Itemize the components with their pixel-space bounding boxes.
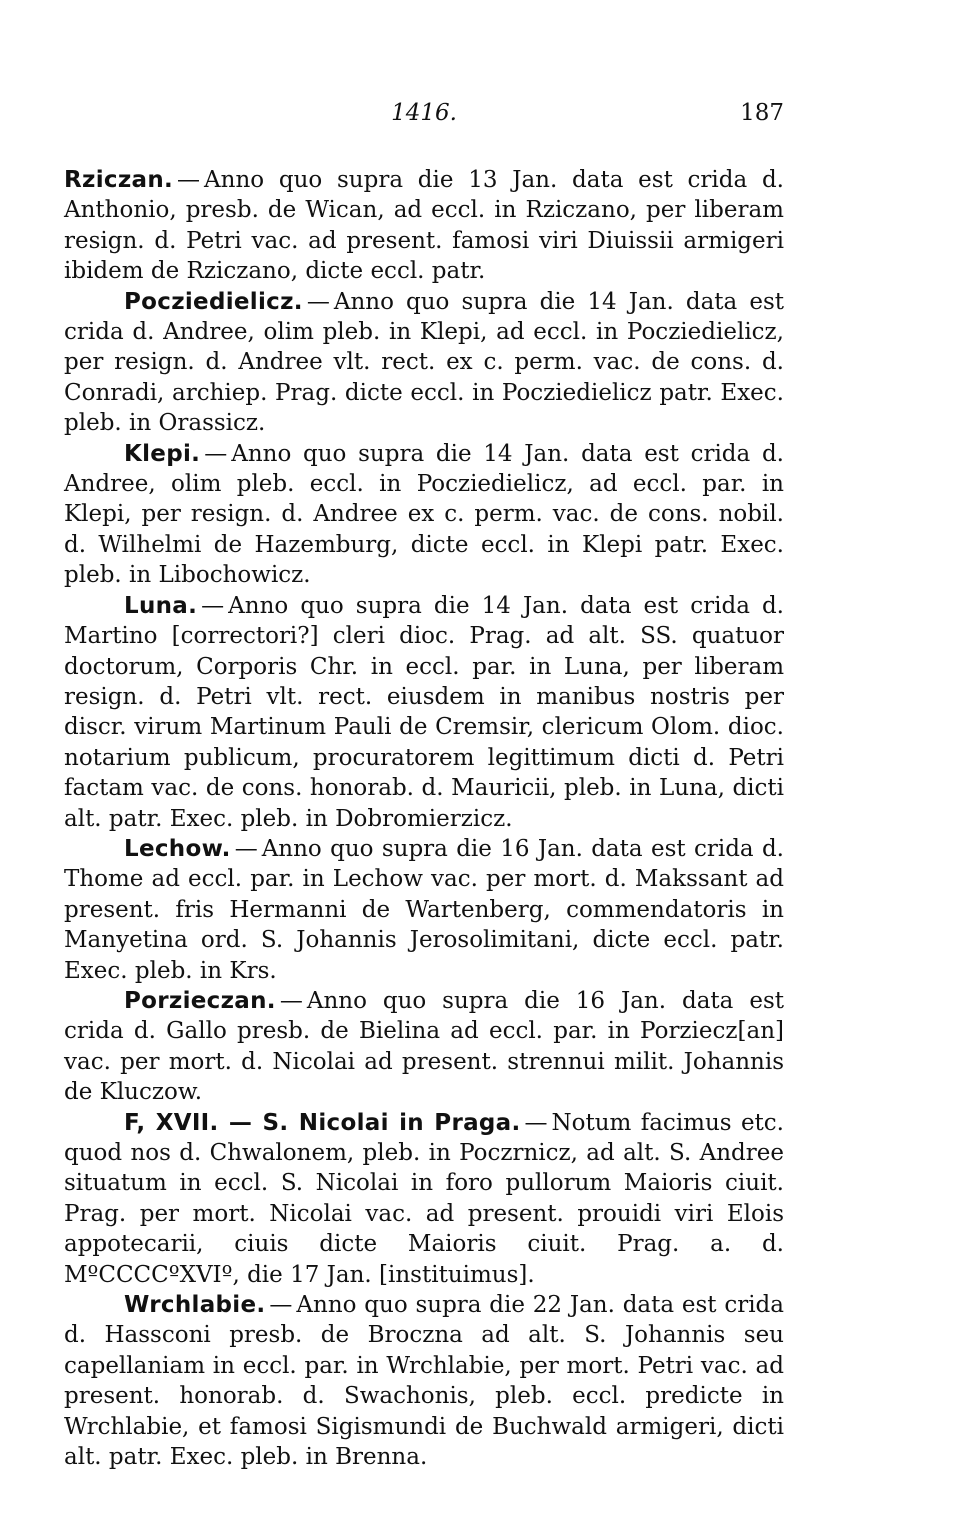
entry-heading: F, XVII. — S. Nicolai in Praga. <box>124 1109 521 1136</box>
entry-text: Anno quo supra die 13 Jan. data est crida d. Anthonio, presb. de Wican, ad eccl. in Rziczano, per liberam resign. d. Petri vac. ad present. famosi viri Diuissii armigeri ibidem de Rziczano, dicte eccl. patr. <box>64 167 784 285</box>
document-body <box>64 165 784 1472</box>
entry-dash: — <box>269 1292 293 1319</box>
entry-heading: Luna. <box>124 592 198 619</box>
entry-heading: Rziczan. <box>64 167 174 193</box>
entry-dash: — <box>234 835 258 862</box>
entry-heading: Wrchlabie. <box>124 1292 266 1319</box>
entry-heading: Porzieczan. <box>124 987 276 1014</box>
entry-wrchlabie <box>64 1290 784 1472</box>
entry-dash: — <box>177 167 201 193</box>
entry-dash: — <box>279 987 303 1014</box>
entry-lechow <box>64 834 784 986</box>
entry-klepi <box>64 439 784 591</box>
entry-s-nicolai-in-praga <box>64 1108 784 1290</box>
page-number: 187 <box>740 100 784 126</box>
entry-dash: — <box>204 440 228 467</box>
page-header <box>64 100 784 134</box>
entry-heading: Klepi. <box>124 440 201 467</box>
entry-porzieczan <box>64 986 784 1108</box>
entry-dash: — <box>201 592 225 619</box>
entry-dash: — <box>524 1109 548 1136</box>
entry-rziczan <box>64 165 784 287</box>
entry-heading: Lechow. <box>124 835 231 862</box>
entry-heading: Pocziedielicz. <box>124 288 303 315</box>
entry-text: Anno quo supra die 14 Jan. data est crida d. Martino [correctori?] cleri dioc. Prag. ad alt. SS. quatuor doctorum, Corporis Chr. in eccl. par. in Luna, per liberam resign. d. Petri vlt. rect. eiusdem in manibus nostris per discr. virum Martinum Pauli de Cremsir, clericum Olom. dioc. notarium publicum, procuratorem legittimum dicti d. Petri factam vac. de cons. honorab. d. Mauricii, pleb. in Luna, dicti alt. patr. Exec. pleb. in Dobromierzicz. <box>64 592 784 832</box>
running-head-year: 1416. <box>391 100 457 126</box>
entry-pocziedielicz <box>64 287 784 439</box>
entry-text: Anno quo supra die 16 Jan. data est crida d. Gallo presb. de Bielina ad eccl. par. in Porziecz[an] vac. per mort. d. Nicolai ad present. strennui milit. Johannis de Kluczow. <box>64 987 784 1106</box>
entry-luna <box>64 591 784 834</box>
entry-text: Anno quo supra die 22 Jan. data est crida d. Hassconi presb. de Broczna ad alt. S. Johannis seu capellaniam in eccl. par. in Wrchlabie, per mort. Petri vac. ad present. honorab. d. Swachonis, pleb. eccl. predicte in Wrchlabie, et famosi Sigismundi de Buchwald armigeri, dicti alt. patr. Exec. pleb. in Brenna. <box>64 1292 784 1471</box>
entry-dash: — <box>306 288 330 315</box>
entry-text: Anno quo supra die 14 Jan. data est crida d. Andree, olim pleb. in Klepi, ad eccl. in Pocziedielicz, per resign. d. Andree vlt. rect. ex c. perm. vac. de cons. d. Conradi, archiep. Prag. dicte eccl. in Pocziedielicz patr. Exec. pleb. in Orassicz. <box>64 288 784 437</box>
entry-text: Anno quo supra die 16 Jan. data est crida d. Thome ad eccl. par. in Lechow vac. per mort. d. Makssant ad present. fris Hermanni de Wartenberg, commendatoris in Manyetina ord. S. Johannis Jerosolimitani, dicte eccl. patr. Exec. pleb. in Krs. <box>64 835 784 984</box>
entry-text: Notum facimus etc. quod nos d. Chwalonem, pleb. in Poczrnicz, ad alt. S. Andree situatum in eccl. S. Nicolai in foro pullorum Maioris ciuit. Prag. per mort. Nicolai vac. ad present. prouidi viri Elois appotecarii, ciuis dicte Maioris ciuit. Prag. a. d. MºCCCCºXVIº, die 17 Jan. [instituimus]. <box>64 1109 784 1288</box>
entry-text: Anno quo supra die 14 Jan. data est crida d. Andree, olim pleb. eccl. in Pocziedielicz, ad eccl. par. in Klepi, per resign. d. Andree ex c. perm. vac. de cons. nobil. d. Wilhelmi de Hazemburg, dicte eccl. in Klepi patr. Exec. pleb. in Libochowicz. <box>64 440 784 589</box>
